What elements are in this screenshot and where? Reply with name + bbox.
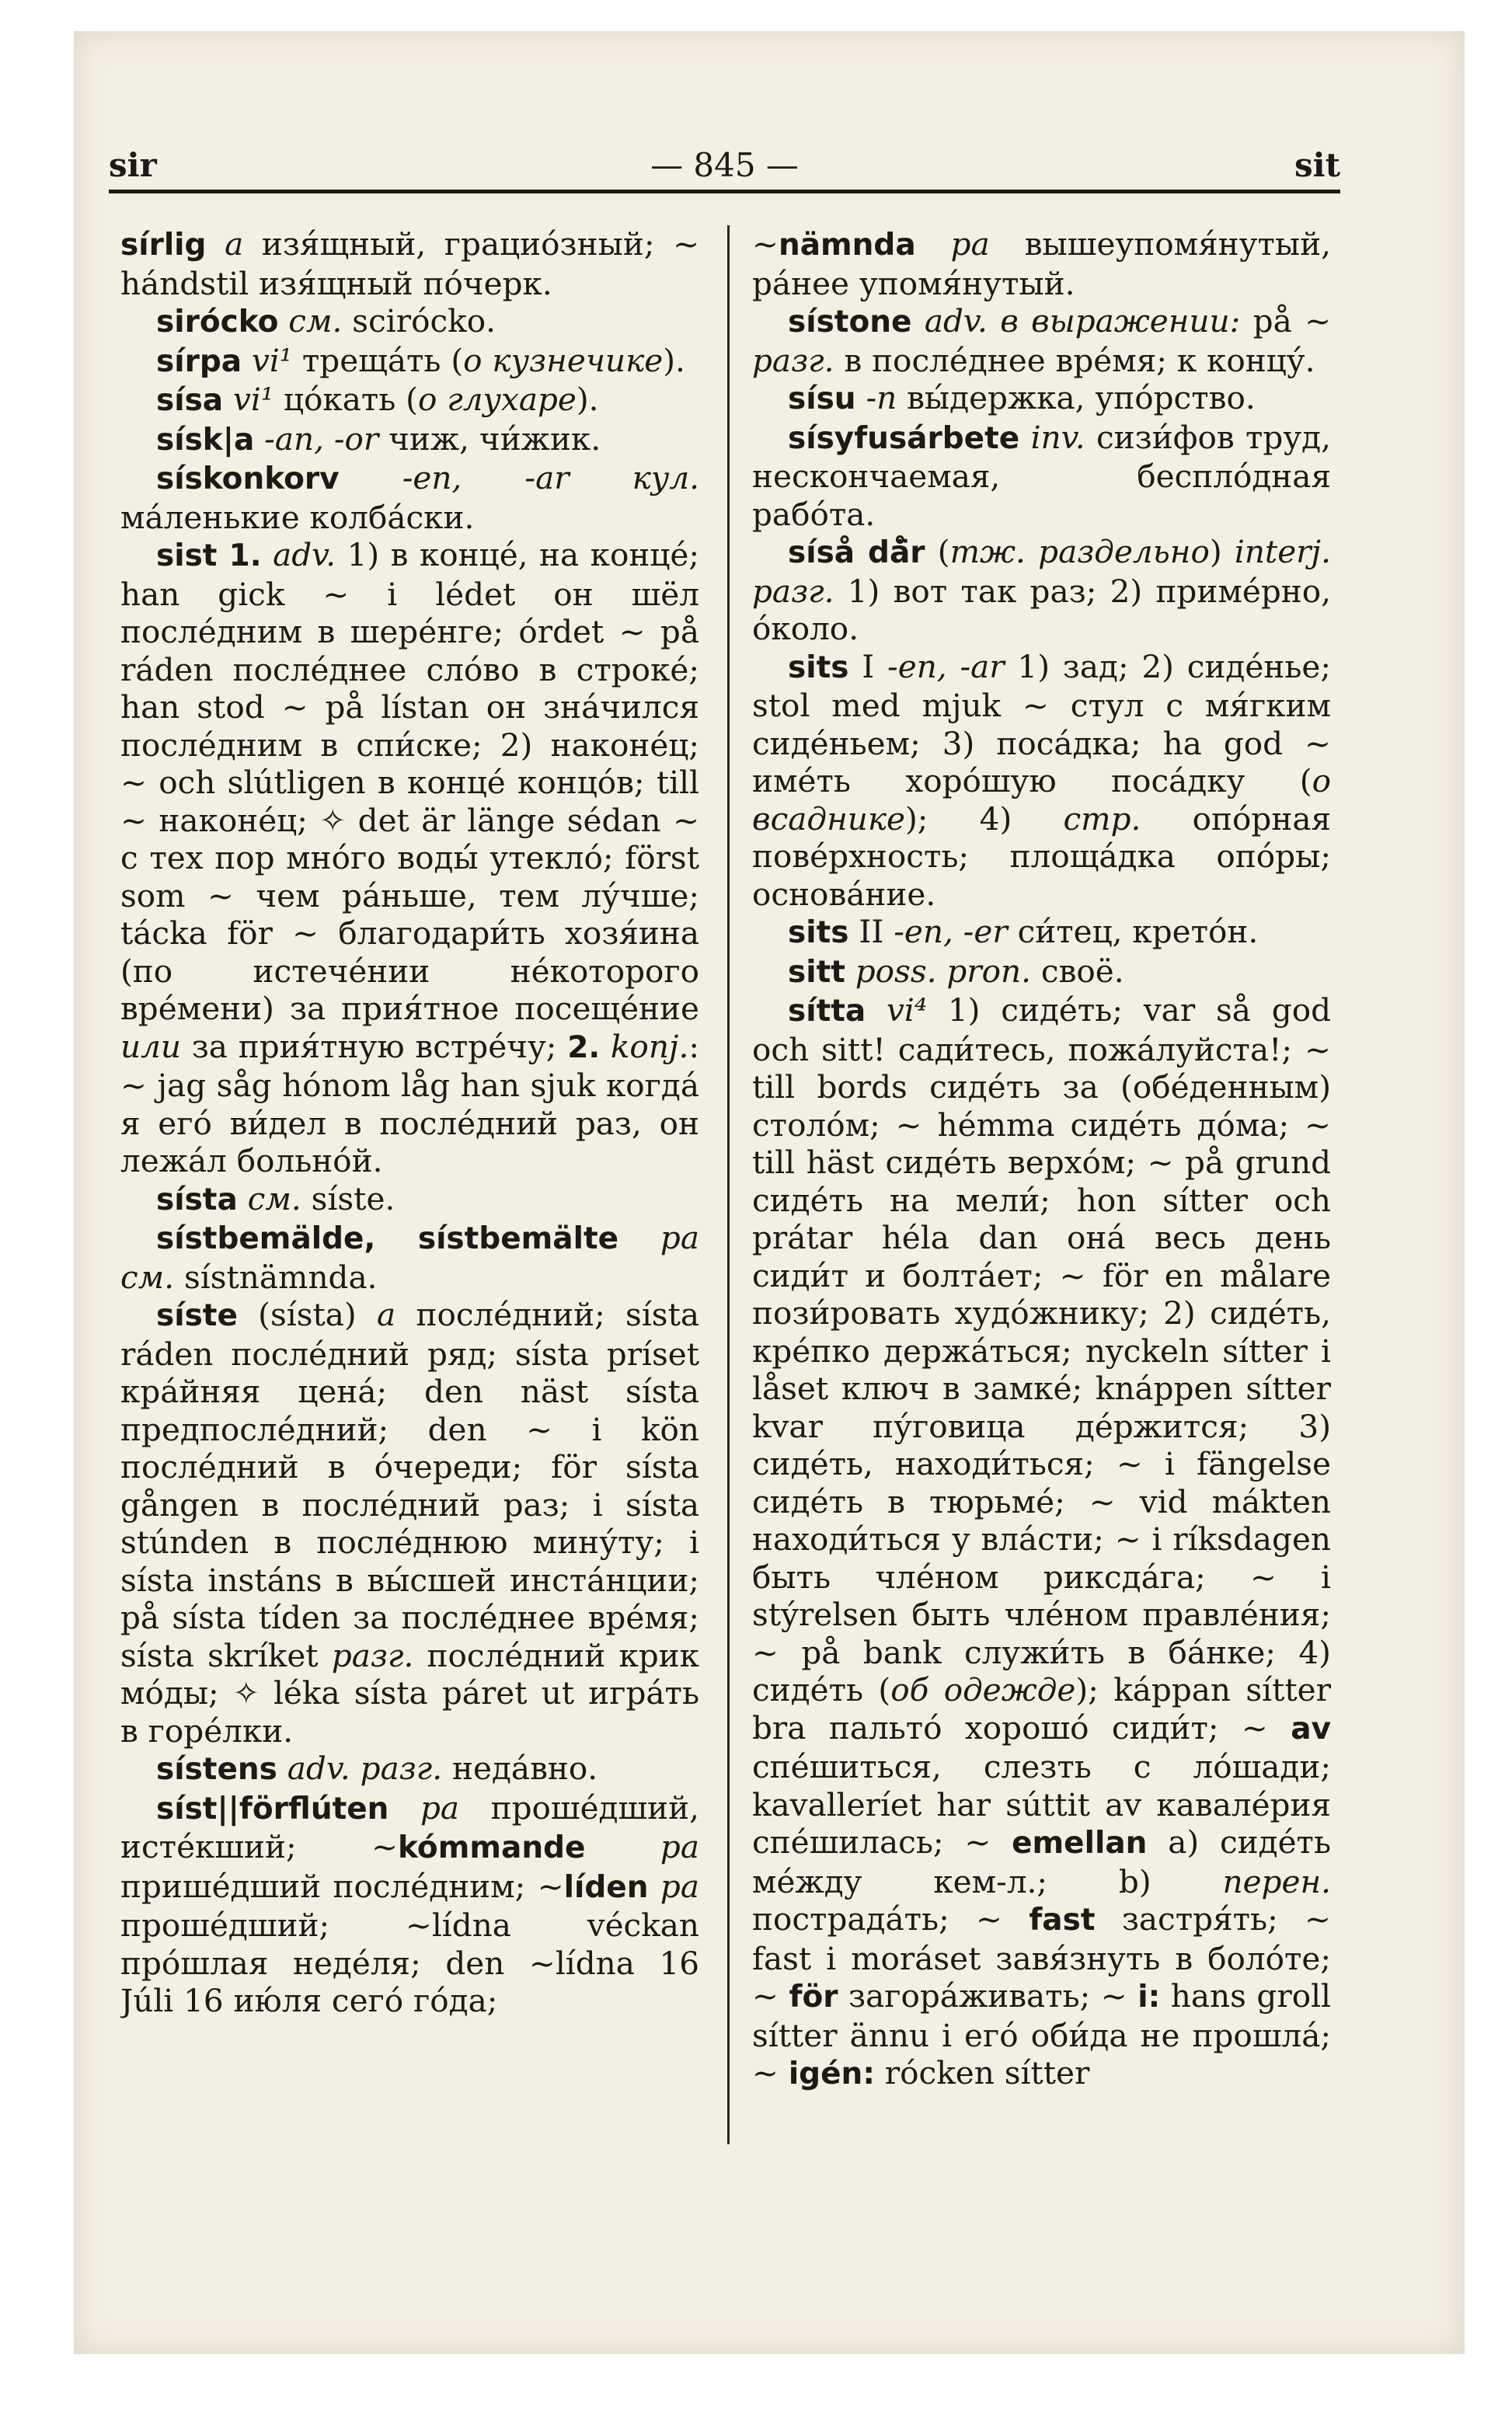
dictionary-entry — [120, 1750, 699, 1789]
definition-text — [262, 536, 273, 573]
grammar-label: vi⁴ — [887, 991, 928, 1029]
headword: emellan — [1012, 1826, 1148, 1861]
grammar-label: pa см. — [120, 1219, 699, 1296]
definition-text: a) сиде́ть ме́жду кем-л.; b) — [752, 1823, 1331, 1900]
definition-text: ~ — [752, 225, 779, 263]
grammar-label: konj. — [610, 1027, 689, 1065]
definition-text: сизи́фов труд, нескончаемая, беспло́дная рабо́та. — [752, 418, 1331, 533]
definition-text: ). — [663, 341, 685, 379]
column-divider — [727, 225, 730, 2144]
dictionary-entry — [752, 379, 1331, 419]
headword: sist 1. — [156, 538, 262, 573]
definition-text: проше́дший, исте́кший; ~ — [120, 1788, 699, 1865]
headword: sístone — [788, 305, 912, 340]
headword: 2. — [567, 1029, 601, 1065]
grammar-label: poss. pron. — [855, 952, 1032, 990]
grammar-label: -an, -or — [264, 420, 379, 458]
dictionary-entry — [120, 342, 699, 381]
dictionary-entry — [120, 1219, 699, 1296]
right-guide-word: sit — [1294, 146, 1340, 184]
dictionary-entry — [752, 953, 1331, 992]
left-guide-word: sir — [109, 146, 157, 184]
grammar-label: interj. разг. — [752, 533, 1331, 610]
definition-text — [254, 420, 264, 458]
definition-text — [1019, 419, 1030, 456]
left-column — [120, 225, 699, 2144]
dictionary-entry — [120, 536, 699, 1180]
grammar-label: о кузнечике — [463, 341, 664, 379]
definition-text: в после́днее вре́мя; к концу́. — [834, 341, 1315, 379]
grammar-label: разг. — [331, 1636, 414, 1674]
grammar-label: adv. — [273, 536, 336, 573]
definition-text: пострада́ть; ~ — [752, 1900, 1029, 1938]
dictionary-entry — [120, 381, 699, 420]
grammar-label: pa — [420, 1788, 460, 1827]
grammar-label: a — [225, 225, 244, 263]
definition-text: ) — [1209, 533, 1235, 570]
dictionary-entry — [752, 225, 1331, 302]
definition-text — [856, 379, 866, 416]
definition-text: ). — [576, 381, 599, 418]
grammar-label: перен. — [1222, 1862, 1331, 1900]
definition-text: 1) зад; 2) сиде́нье; stol med mjuk ~ стул с мя́гким сиде́ньем; 3) поса́дка; ha god ~ име́ть хоро́шую поса́дку ( — [752, 647, 1331, 799]
definition-text: ма́ленькие колба́ски. — [120, 498, 475, 536]
definition-text: på ~ — [1240, 302, 1331, 340]
definition-text: изя́щный, грацио́зный; ~ hándstil изя́щный по́черк. — [120, 225, 699, 302]
dictionary-entry — [752, 302, 1331, 379]
definition-text: загора́живать; ~ — [838, 1977, 1138, 2015]
definition-text: ); 4) — [904, 799, 1064, 838]
dictionary-entry — [120, 1180, 699, 1220]
page-header — [109, 140, 1340, 194]
headword: sískonkorv — [156, 461, 340, 496]
dictionary-entry — [120, 1296, 699, 1750]
grammar-label: разг. — [752, 341, 834, 379]
definition-text: rócken sítter — [874, 2054, 1090, 2091]
definition-text: спе́шиться, слезть с ло́шади; kavalleríet har súttit av кавале́рия спе́шилась; ~ — [752, 1748, 1331, 1861]
definition-text: 1) сиде́ть; var så god och sitt! сади́тесь, пожа́луйста!; ~ till bords сиде́ть за (обе́денным) столо́м; ~ hémma сиде́ть до́ма; ~ till häst сиде́ть верхо́м; ~ på grund сиде́ть на мели́; hon sítter och prátar héla dan она́ весь день сиди́т и болта́ет; ~ för en målare пози́ровать худо́жнику; 2) сиде́ть, кре́пко держа́ться; nyckeln sítter i låset ключ в замке́; knáppen sítter kvar пу́говица де́ржится; 3) сиде́ть, находи́ться; ~ i fängelse сиде́ть в тюрьме́; ~ vid mákten находи́ться у вла́сти; ~ i ríksdagen быть чле́ном риксда́га; ~ i stýrelsen быть чле́ном правле́ния; ~ på bank служи́ть в ба́нке; 4) сиде́ть ( — [752, 991, 1331, 1708]
definition-text — [916, 225, 951, 263]
grammar-label: стр. — [1063, 799, 1141, 838]
dictionary-entry — [752, 913, 1331, 953]
definition-text — [649, 1868, 660, 1905]
definition-text — [278, 302, 288, 340]
grammar-label: тж. раздельно — [949, 533, 1210, 570]
grammar-label: -en, -ar кул. — [402, 459, 699, 496]
dictionary-entry — [752, 419, 1331, 534]
definition-text: за прия́тную встре́чу; — [180, 1027, 568, 1065]
definition-text — [585, 1828, 660, 1865]
headword: síså då̈r — [788, 535, 925, 570]
grammar-label: vi¹ — [251, 341, 293, 379]
grammar-label: inv. — [1030, 418, 1085, 456]
grammar-label: adv. в выражении: — [924, 302, 1241, 340]
headword: sítta — [788, 994, 866, 1029]
definition-text: : ~ jag såg hónom låg han sjuk когда́ я его́ ви́дел в после́дний раз, он лежа́л больно́й. — [120, 1027, 699, 1179]
headword: sísu — [788, 381, 856, 416]
definition-text — [340, 459, 402, 496]
dictionary-entry — [120, 1789, 699, 2020]
definition-text: ); káppan sítter bra пальто́ хорошо́ сиди́т; ~ — [752, 1671, 1331, 1747]
definition-text: sciróckо. — [342, 302, 496, 340]
definition-text: II — [848, 913, 894, 950]
headword: síst||förflúten — [156, 1791, 389, 1827]
definition-text: си́тец, крето́н. — [1007, 913, 1259, 950]
definition-text: (sísta) — [237, 1296, 378, 1333]
definition-text: проше́дший; ~lídna véckan про́шлая неде́ля; den ~lídna 16 Júli 16 ию́ля сего́ го́да; — [120, 1907, 699, 2019]
definition-text — [866, 991, 887, 1029]
definition-text: sístnämnda. — [174, 1258, 378, 1296]
headword: av — [1291, 1711, 1331, 1747]
grammar-label: об одежде — [890, 1671, 1076, 1708]
grammar-label: pa — [660, 1828, 699, 1865]
grammar-label: pa — [660, 1867, 699, 1905]
headword: fast — [1029, 1903, 1096, 1938]
headword: sirócko — [156, 305, 279, 340]
grammar-label: или — [120, 1027, 181, 1065]
definition-text — [238, 1180, 248, 1217]
definition-text: после́дний; sísta ráden после́дний ряд; sísta príset кра́йняя цена́; den näst sísta предпосле́дний; den ~ i kön после́дний в о́череди; för sísta gången в после́дний раз; i sísta stúnden в после́днюю мину́ту; i sísta instáns в вы́сшей инста́нции; på sísta tíden за после́днее вре́мя; sísta skríket — [120, 1296, 699, 1674]
dictionary-entry — [752, 991, 1331, 2094]
headword: igén: — [788, 2057, 875, 2091]
headword: sitt — [788, 954, 845, 990]
definition-text — [845, 953, 855, 990]
definition-text: 1) в конце́, на конце́; han gick ~ i lédet он шёл после́дним в шере́нге; órdet ~ på ráden после́днее сло́во в строке́; han stod ~ på lístan он зна́чился после́дним в спи́ске; 2) наконе́ц; ~ och slútligen в конце́ концо́в; till ~ наконе́ц; ✧ det är länge sédan ~ с тех пор мно́го воды́ утекло́; först som ~ чем ра́ньше, тем лу́чше; tácka för ~ благодари́ть хозя́ина (по истече́нии не́которого вре́мени) за прия́тное посеще́ние — [120, 536, 699, 1027]
page-number: — 845 — — [650, 146, 799, 184]
definition-text: цо́кать ( — [273, 381, 418, 418]
headword: kómmande — [398, 1830, 586, 1865]
headword: nämnda — [778, 228, 916, 263]
headword: sístbemälde, sístbemälte — [156, 1221, 619, 1256]
headword: síste — [156, 1298, 238, 1333]
definition-text: застря́ть; ~ fast i moráset завя́знуть в боло́те; ~ — [752, 1900, 1331, 2015]
header-rule — [109, 190, 1340, 193]
grammar-label: см. — [288, 302, 343, 340]
definition-text: hans groll sítter ännu i его́ оби́да не прошла́; ~ — [752, 1977, 1331, 2091]
headword: líden — [563, 1869, 649, 1905]
dictionary-entry — [120, 459, 699, 536]
definition-text: прише́дший после́дним; ~ — [120, 1867, 564, 1905]
headword: sísk|a — [156, 422, 255, 458]
grammar-label: -en, -er — [894, 913, 1008, 950]
grammar-label: о всаднике — [752, 762, 1331, 838]
dictionary-entry — [752, 533, 1331, 648]
grammar-label: см. — [247, 1179, 301, 1217]
headword: sísta — [156, 1182, 238, 1217]
headword: sísa — [156, 383, 224, 418]
definition-text: I — [848, 647, 888, 685]
grammar-label: a — [377, 1296, 396, 1333]
definition-text: после́дний крик мо́ды; ✧ léka sísta páret ut игра́ть в горе́лки. — [120, 1636, 699, 1750]
grammar-label: pa — [950, 225, 990, 263]
definition-text: вы́держка, упо́рство. — [897, 379, 1256, 416]
headword: sits — [788, 915, 849, 950]
definition-text — [618, 1219, 660, 1256]
definition-text — [388, 1789, 420, 1827]
definition-text — [206, 225, 225, 263]
definition-text — [600, 1028, 611, 1065]
definition-text: опо́рная пове́рхность; площа́дка опо́ры; основа́ние. — [752, 799, 1331, 913]
right-column — [752, 225, 1331, 2144]
definition-text: треща́ть ( — [292, 341, 464, 379]
dictionary-entry — [120, 420, 699, 460]
dictionary-entry — [120, 225, 699, 302]
definition-text: 1) вот так раз; 2) приме́рно, о́коло. — [752, 572, 1331, 647]
definition-text — [911, 302, 924, 340]
headword: i: — [1137, 1980, 1161, 2015]
grammar-label: о глухаре — [417, 381, 577, 418]
definition-text: вышеупомя́нутый, ра́нее упомя́нутый. — [752, 225, 1331, 302]
dictionary-entry — [120, 302, 699, 342]
grammar-label: adv. разг. — [287, 1750, 443, 1787]
headword: sírpa — [156, 343, 242, 379]
definition-text: síste. — [301, 1179, 395, 1217]
headword: sísyfusárbete — [788, 420, 1020, 456]
headword: sístens — [156, 1752, 277, 1787]
grammar-label: -n — [866, 379, 897, 416]
definition-text — [223, 381, 233, 418]
grammar-label: -en, -ar — [887, 647, 1005, 685]
headword: sírlig — [120, 228, 207, 263]
definition-text: чиж, чи́жик. — [378, 420, 601, 458]
dictionary-entry — [752, 648, 1331, 914]
headword: sits — [788, 650, 849, 685]
definition-text: ( — [925, 533, 950, 570]
definition-text: неда́вно. — [442, 1750, 598, 1787]
definition-text — [242, 342, 252, 379]
definition-text: своё. — [1031, 952, 1124, 990]
headword: för — [789, 1980, 838, 2015]
definition-text — [277, 1750, 287, 1787]
grammar-label: vi¹ — [233, 381, 274, 418]
